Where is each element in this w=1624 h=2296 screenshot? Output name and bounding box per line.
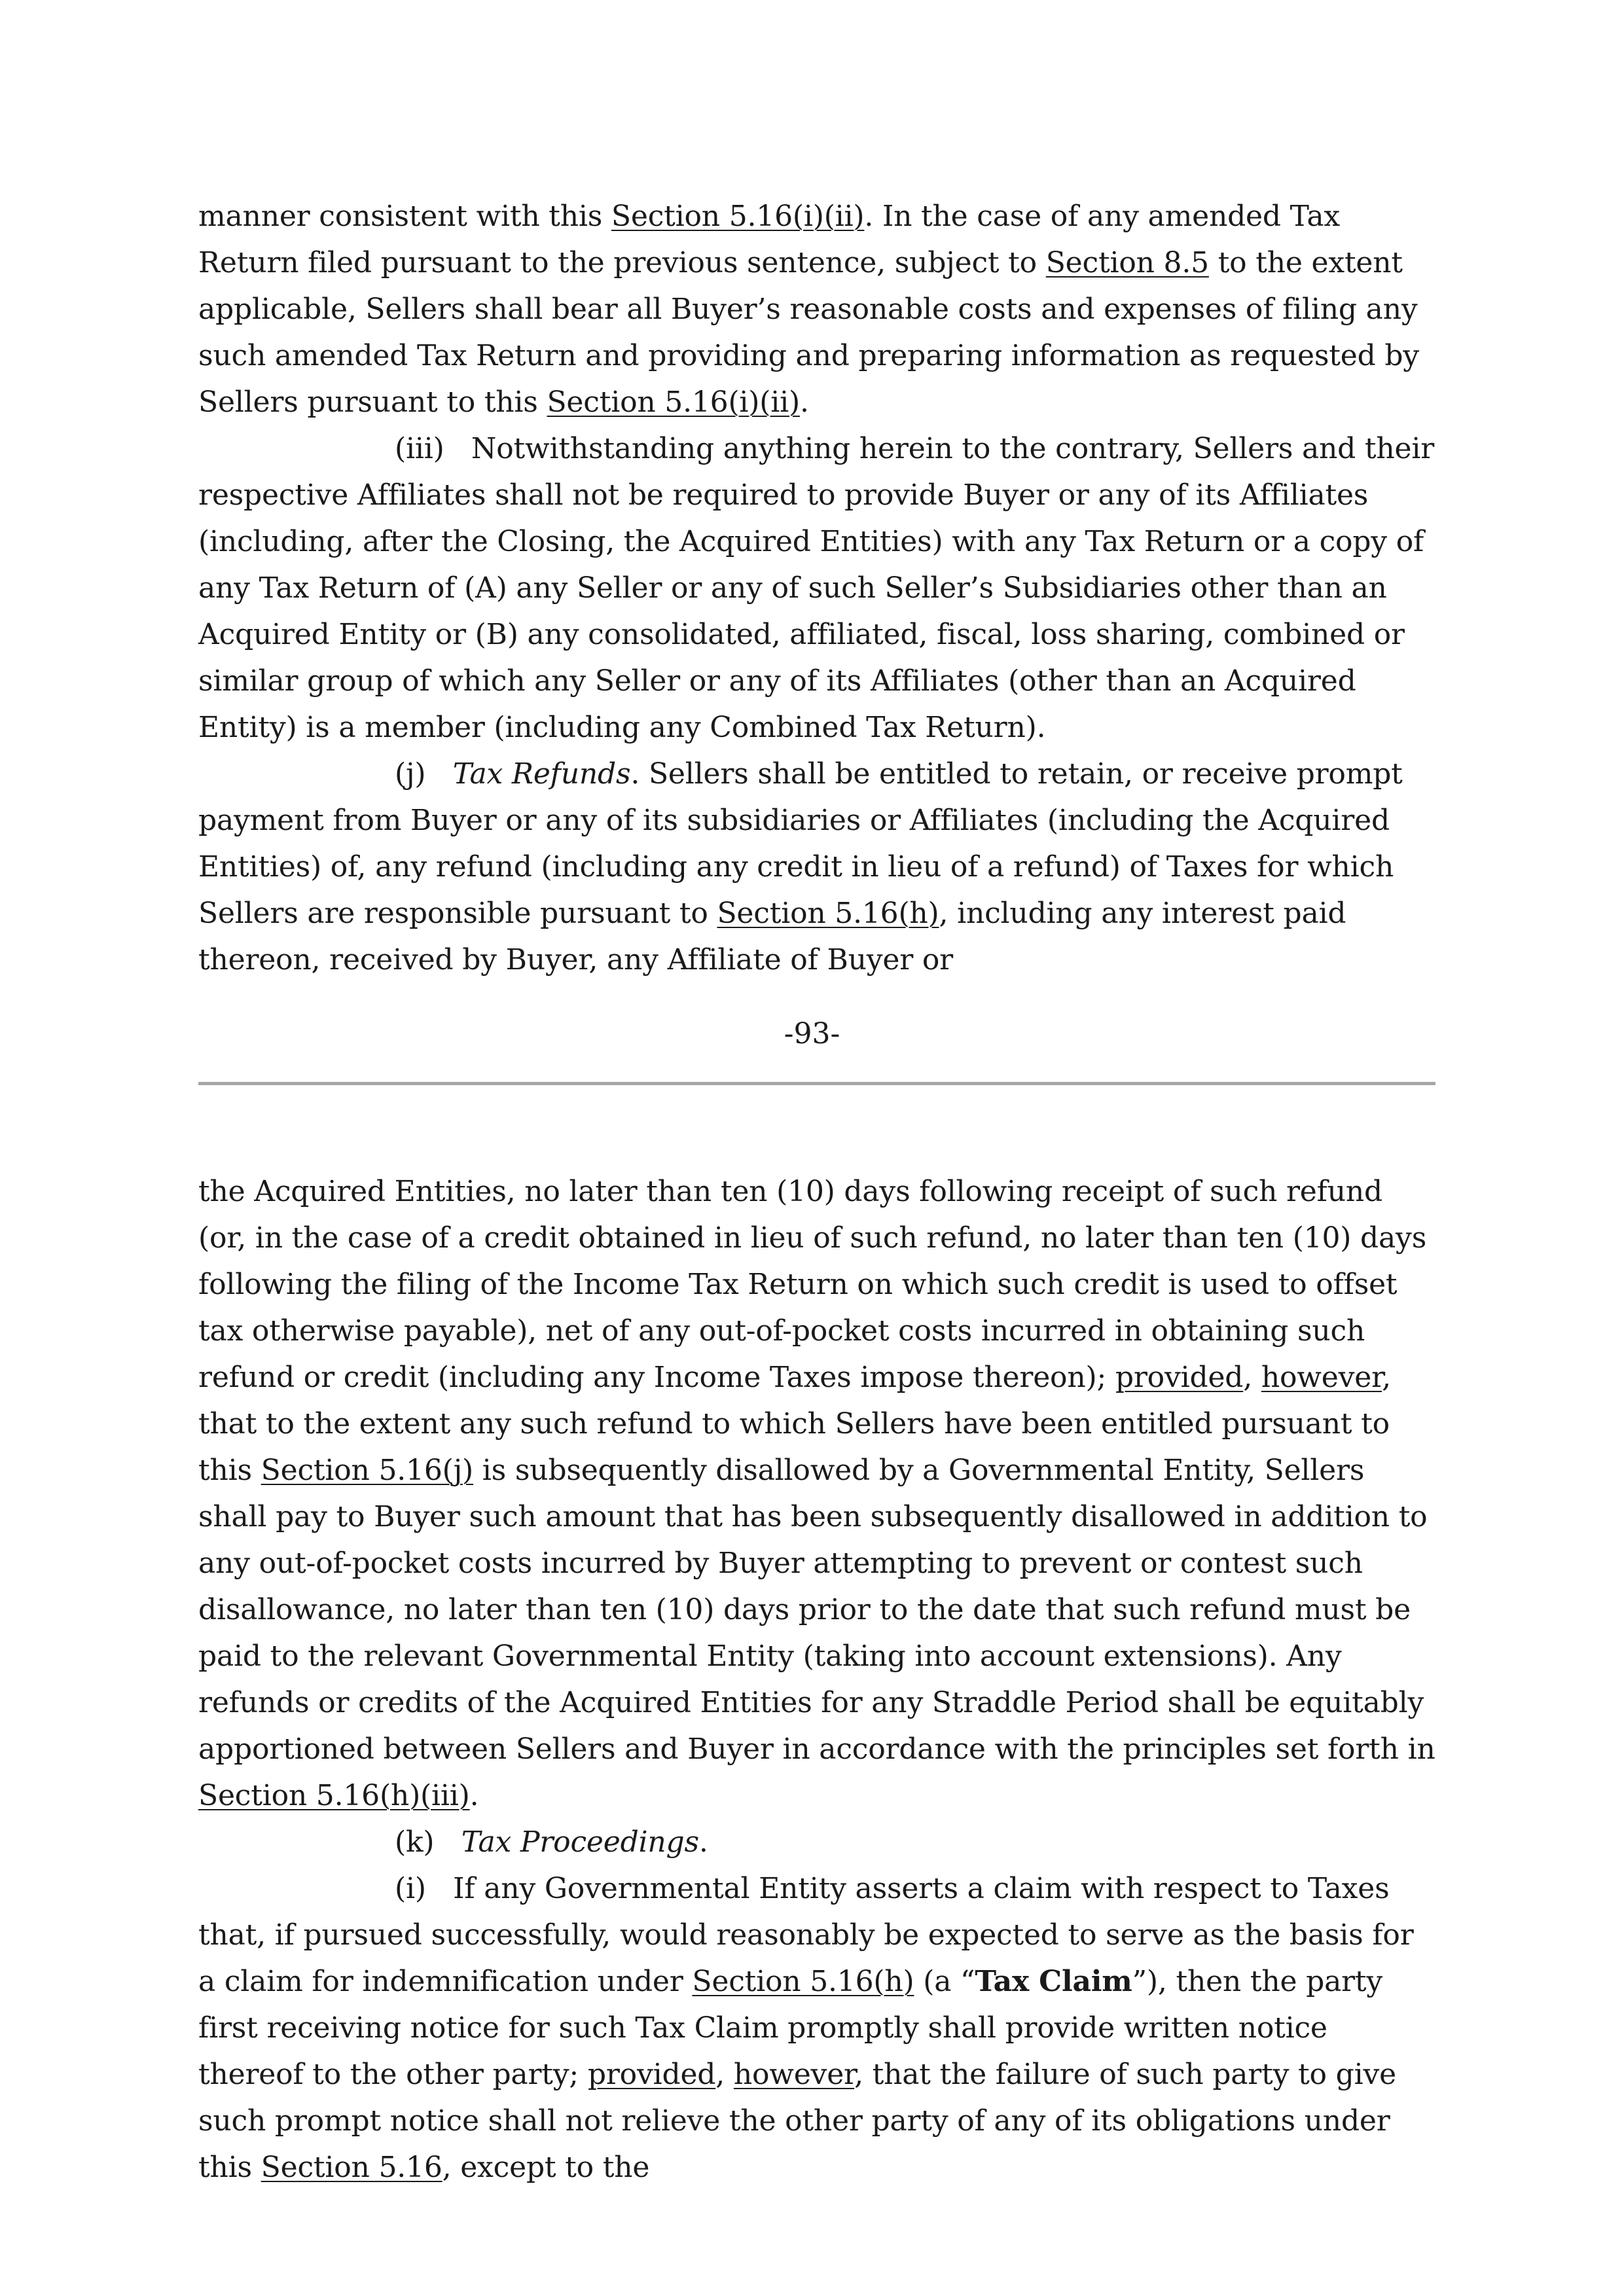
however-term: however: [1261, 1361, 1382, 1394]
page-94-body: [198, 1168, 1435, 2191]
clause-marker: (j): [395, 757, 426, 791]
page-divider: [198, 1082, 1435, 1085]
cross-reference-link[interactable]: Section 5.16(i)(ii): [611, 200, 865, 233]
text-run: (a “: [914, 1965, 975, 1998]
clause-marker: (i): [395, 1872, 426, 1905]
text-run: . In the case of any amended Tax Return filed pursuant to the previous sentence, subject to: [198, 200, 1341, 279]
provided-term: provided: [587, 2058, 716, 2091]
cross-reference-link[interactable]: Section 5.16(j): [261, 1454, 474, 1487]
text-run: .: [799, 386, 809, 419]
cross-reference-link[interactable]: Section 5.16(h)(iii): [198, 1779, 470, 1812]
text-run: is subsequently disallowed by a Governmental Entity, Sellers shall pay to Buyer such amount that has been subsequently disallowed in addition to any out-of-pocket costs incurred by Buyer attempting to prevent or contest such disallowance, no later than ten (10) days prior to the date that such refund must be paid to the relevant Governmental Entity (taking into account extensions). Any refunds or credits of the Acquired Entities for any Straddle Period shall be equitably apportioned between Sellers and Buyer in accordance with the principles set forth in: [198, 1454, 1435, 1766]
text-run: . Sellers shall be entitled to retain, or receive prompt payment from Buyer or any of its subsidiaries or Affiliates (including the Acquired Entities) of, any refund (including any credit in lieu of a refund) of Taxes for which Sellers are responsible pursuant to: [198, 757, 1403, 930]
text-run: , including any interest paid thereon, received by Buyer, any Affiliate of Buyer or: [198, 897, 1346, 977]
text-run: .: [698, 1825, 708, 1859]
text-run: ,: [1243, 1361, 1261, 1394]
cross-reference-link[interactable]: Section 5.16: [261, 2151, 442, 2184]
text-run: Notwithstanding anything herein to the contrary, Sellers and their respective Affiliates shall not be required to provide Buyer or any of its Affiliates (including, after the Closing, the Acquired Entities) with any Tax Return or a copy of any Tax Return of (A) any Seller or any of such Seller’s Subsidiaries other than an Acquired Entity or (B) any consolidated, affiliated, fiscal, loss sharing, combined or similar group of which any Seller or any of its Affiliates (other than an Acquired Entity) is a member (including any Combined Tax Return).: [198, 432, 1435, 744]
text-run: manner consistent with this: [198, 200, 611, 233]
provided-term: provided: [1115, 1361, 1244, 1394]
text-run: to the extent applicable, Sellers shall bear all Buyer’s reasonable costs and expenses of filing any such amended Tax Return and providing and preparing information as requested by Sellers pursuant to this: [198, 246, 1419, 419]
paragraph-refund-continuation: [198, 1168, 1435, 1819]
paragraph-j-tax-refunds: [198, 751, 1435, 983]
page-93-body: [198, 193, 1435, 983]
paragraph-amended-tax-return: [198, 193, 1435, 425]
however-term: however: [733, 2058, 855, 2091]
text-run: the Acquired Entities, no later than ten (10) days following receipt of such refund (or, in the case of a credit obtained in lieu of such refund, no later than ten (10) days following the filing of the Income Tax Return on which such credit is used to offset tax otherwise payable), net of any out-of-pocket costs incurred in obtaining such refund or credit (including any Income Taxes impose thereon);: [198, 1175, 1427, 1394]
paragraph-iii: [198, 425, 1435, 751]
text-run: If any Governmental Entity asserts a claim with respect to Taxes that, if pursued successfully, would reasonably be expected to serve as the basis for a claim for indemnification under: [198, 1872, 1414, 1998]
text-run: ”), then the party first receiving notice for such Tax Claim promptly shall provide written notice thereof to the other party;: [198, 1965, 1383, 2091]
text-run: , except to the: [442, 2151, 650, 2184]
text-run: ,: [715, 2058, 734, 2091]
paragraph-k-tax-proceedings: [198, 1819, 1435, 1865]
cross-reference-link[interactable]: Section 5.16(h): [692, 1965, 914, 1998]
defined-term: Tax Claim: [975, 1965, 1132, 1998]
text-run: .: [469, 1779, 479, 1812]
section-heading: Tax Proceedings: [461, 1825, 699, 1859]
section-heading: Tax Refunds: [452, 757, 631, 791]
text-run: , that the failure of such party to give such prompt notice shall not relieve the other party of any of its obligations under this: [198, 2058, 1396, 2184]
text-run: , that to the extent any such refund to which Sellers have been entitled pursuant to this: [198, 1361, 1391, 1487]
cross-reference-link[interactable]: Section 5.16(i)(ii): [547, 386, 800, 419]
paragraph-i-tax-claim: [198, 1865, 1435, 2191]
clause-marker: (iii): [395, 432, 444, 465]
clause-marker: (k): [395, 1825, 435, 1859]
cross-reference-link[interactable]: Section 5.16(h): [717, 897, 939, 930]
page-number: -93-: [784, 1017, 840, 1050]
cross-reference-link[interactable]: Section 8.5: [1045, 246, 1209, 279]
